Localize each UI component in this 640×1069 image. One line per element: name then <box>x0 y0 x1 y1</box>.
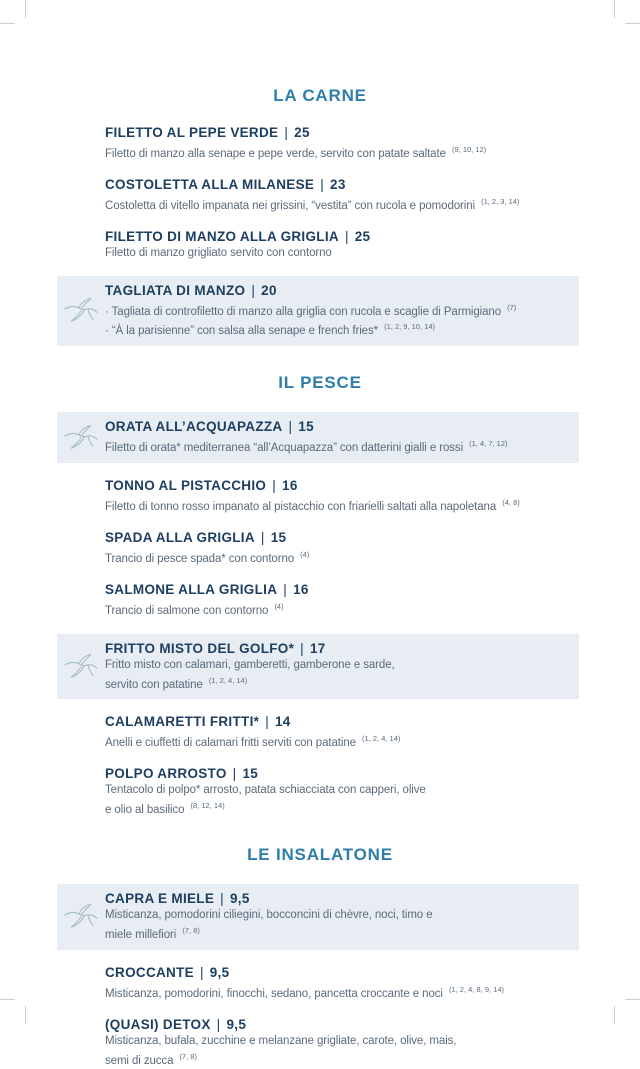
item-title <box>105 641 573 656</box>
menu-item <box>0 965 640 1002</box>
menu-item <box>0 530 640 567</box>
menu-item <box>57 634 579 700</box>
item-body <box>105 714 600 751</box>
item-description <box>105 599 600 619</box>
item-body <box>105 229 600 261</box>
item-title <box>105 229 600 244</box>
item-price: 17 <box>309 640 326 656</box>
section-heading: LA CARNE <box>273 86 367 105</box>
description-line: Tentacolo di polpo* arrosto, patata schiacciata con capperi, olive <box>105 784 426 797</box>
menu-item <box>57 276 579 347</box>
swallow-icon <box>63 296 99 324</box>
item-description <box>105 908 573 943</box>
menu-item <box>0 714 640 751</box>
item-title <box>105 530 600 545</box>
price-separator: | <box>283 581 288 597</box>
item-price: 15 <box>270 529 287 545</box>
crop-mark <box>25 0 26 18</box>
allergen-codes: (4) <box>274 601 284 611</box>
price-separator: | <box>320 176 325 192</box>
price-separator: | <box>284 125 289 140</box>
item-price: 9,5 <box>226 1016 247 1032</box>
menu-item <box>0 125 640 162</box>
allergen-codes: (1, 2, 9, 10, 14) <box>384 322 435 332</box>
item-title <box>105 283 573 298</box>
item-body <box>105 641 573 693</box>
item-title <box>105 478 600 493</box>
menu-item <box>0 177 640 214</box>
item-price: 20 <box>261 282 277 298</box>
item-body <box>105 766 600 818</box>
swallow-icon <box>63 902 99 930</box>
price-separator: | <box>216 1016 221 1032</box>
item-name: FILETTO AL PEPE VERDE <box>105 125 279 140</box>
item-price: 15 <box>298 419 314 435</box>
allergen-codes: (1, 2, 4, 8, 9, 14) <box>448 984 504 994</box>
swallow-icon <box>63 423 99 451</box>
item-title <box>105 419 573 434</box>
item-title <box>105 1017 600 1032</box>
item-description <box>105 658 573 693</box>
item-title <box>105 714 600 729</box>
description-line: Filetto di manzo grigliato servito con contorno <box>105 246 332 259</box>
menu-item <box>0 478 640 515</box>
description-line: Misticanza, pomodorini ciliegini, bocconcini di chèvre, noci, timo e <box>105 909 433 922</box>
description-line: semi di zucca $^{(7, 8)}$ <box>105 1051 197 1067</box>
item-price: 25 <box>294 125 310 140</box>
menu-item <box>0 766 640 818</box>
item-name: TONNO AL PISTACCHIO <box>105 478 267 494</box>
section-items <box>0 125 640 346</box>
item-name: (QUASI) DETOX <box>105 1016 211 1032</box>
item-name: FRITTO MISTO DEL GOLFO* <box>105 640 295 656</box>
price-separator: | <box>260 529 265 545</box>
item-description <box>105 1034 600 1069</box>
price-separator: | <box>220 891 224 907</box>
description-line: Misticanza, pomodorini, finocchi, sedano, pancetta croccante e noci $^{(1, 2, 4, 8, 9, 14)}$ <box>105 984 504 1000</box>
description-line: Trancio di salmone con contorno $^{(4)}$ <box>105 601 284 617</box>
price-separator: | <box>344 228 349 244</box>
item-price: 14 <box>275 714 291 730</box>
item-price: 15 <box>242 766 259 782</box>
menu-section <box>0 845 640 1068</box>
price-separator: | <box>265 714 269 730</box>
item-price: 9,5 <box>209 964 230 980</box>
menu-item <box>57 884 579 950</box>
item-description <box>105 731 600 751</box>
description-line: Misticanza, bufala, zucchine e melanzane grigliate, carote, olive, mais, <box>105 1034 457 1047</box>
item-body <box>105 891 573 943</box>
item-name: POLPO ARROSTO <box>105 766 227 782</box>
item-price: 23 <box>330 176 346 192</box>
item-name: ORATA ALL’ACQUAPAZZA <box>105 419 283 435</box>
description-line: e olio al basilico $^{(8, 12, 14)}$ <box>105 801 225 817</box>
swallow-icon <box>63 651 99 679</box>
item-name: CROCCANTE <box>105 964 194 980</box>
item-description <box>105 436 573 456</box>
description-line: Anelli e ciuffetti di calamari fritti serviti con patatine $^{(1, 2, 4, 14)}$ <box>105 734 401 750</box>
crop-mark <box>614 0 615 18</box>
allergen-codes: (7, 8) <box>182 926 200 936</box>
allergen-codes: (1, 2, 4, 14) <box>208 675 248 685</box>
allergen-codes: (1, 2, 3, 14) <box>481 196 520 206</box>
item-name: COSTOLETTA ALLA MILANESE <box>105 176 315 192</box>
crop-mark <box>0 23 15 24</box>
item-body <box>105 419 573 456</box>
allergen-codes: (7) <box>507 302 517 312</box>
description-line: · “À la parisienne” con salsa alla senape e french fries* $^{(1, 2, 9, 10, 14)}$ <box>105 322 435 338</box>
item-description <box>105 547 600 567</box>
item-name: CALAMARETTI FRITTI* <box>105 714 260 730</box>
description-line: Filetto di orata* mediterranea “all’Acquapazza” con datterini gialli e rossi $^{(1, 4, 7, 12)}$ <box>105 439 508 455</box>
allergen-codes: (4) <box>300 549 310 559</box>
description-line: servito con patatine $^{(1, 2, 4, 14)}$ <box>105 675 248 691</box>
section-items <box>0 412 640 818</box>
allergen-codes: (1, 2, 4, 14) <box>362 734 401 744</box>
crop-mark <box>625 23 640 24</box>
allergen-codes: (4, 8) <box>502 498 520 508</box>
item-title <box>105 582 600 597</box>
item-name: TAGLIATA DI MANZO <box>105 282 246 298</box>
price-separator: | <box>300 640 304 656</box>
item-title <box>105 125 600 140</box>
item-price: 9,5 <box>229 891 250 907</box>
item-description <box>105 300 573 340</box>
description-line: · Tagliata di controfiletto di manzo alla griglia con rucola e scaglie di Parmigiano $^{(7)}$ <box>105 302 517 318</box>
menu-section <box>0 373 640 818</box>
item-body <box>105 530 600 567</box>
item-price: 16 <box>282 478 298 494</box>
item-body <box>105 1017 600 1069</box>
item-title <box>105 965 600 980</box>
item-body <box>105 283 573 340</box>
allergen-codes: (7, 8) <box>179 1051 197 1061</box>
item-description <box>105 194 600 214</box>
menu-item <box>57 412 579 463</box>
item-name: SALMONE ALLA GRIGLIA <box>105 581 278 597</box>
item-name: FILETTO DI MANZO ALLA GRIGLIA <box>105 228 339 244</box>
allergen-codes: (8, 12, 14) <box>190 801 225 811</box>
item-description <box>105 142 600 162</box>
item-body <box>105 125 600 162</box>
item-body <box>105 478 600 515</box>
item-price: 25 <box>354 228 371 244</box>
item-description <box>105 783 600 818</box>
item-price: 16 <box>293 581 309 597</box>
description-line: Filetto di tonno rosso impanato al pistacchio con friarielli saltati alla napoletana $^{(4, 8)}$ <box>105 498 520 513</box>
menu-item <box>0 582 640 619</box>
allergen-codes: (1, 4, 7, 12) <box>469 439 508 449</box>
menu-section <box>0 86 640 346</box>
price-separator: | <box>199 964 204 980</box>
section-items <box>0 884 640 1068</box>
section-heading: LE INSALATONE <box>247 845 393 865</box>
item-title <box>105 891 573 906</box>
menu-item <box>0 229 640 261</box>
price-separator: | <box>232 766 237 782</box>
item-name: SPADA ALLA GRIGLIA <box>105 529 255 545</box>
item-body <box>105 582 600 619</box>
item-name: CAPRA E MIELE <box>105 891 215 907</box>
price-separator: | <box>272 478 277 494</box>
price-separator: | <box>251 282 256 298</box>
item-description <box>105 246 600 261</box>
description-line: Filetto di manzo alla senape e pepe verde, servito con patate saltate $^{(9, 10, 12)}$ <box>105 145 487 160</box>
section-heading: IL PESCE <box>278 373 362 393</box>
item-title <box>105 766 600 781</box>
description-line: Fritto misto con calamari, gamberetti, gamberone e sarde, <box>105 658 395 671</box>
menu-item <box>0 1017 640 1069</box>
item-body <box>105 965 600 1002</box>
description-line: Trancio di pesce spada* con contorno $^{(4)}$ <box>105 549 310 565</box>
item-description <box>105 495 600 515</box>
item-title <box>105 177 600 192</box>
item-description <box>105 982 600 1002</box>
allergen-codes: (9, 10, 12) <box>451 145 487 154</box>
item-body <box>105 177 600 214</box>
description-line: Costoletta di vitello impanata nei grissini, “vestita” con rucola e pomodorini $^{(1, 2, 3, 14)}$ <box>105 196 520 212</box>
description-line: miele millefiori $^{(7, 8)}$ <box>105 926 200 941</box>
price-separator: | <box>288 419 293 435</box>
